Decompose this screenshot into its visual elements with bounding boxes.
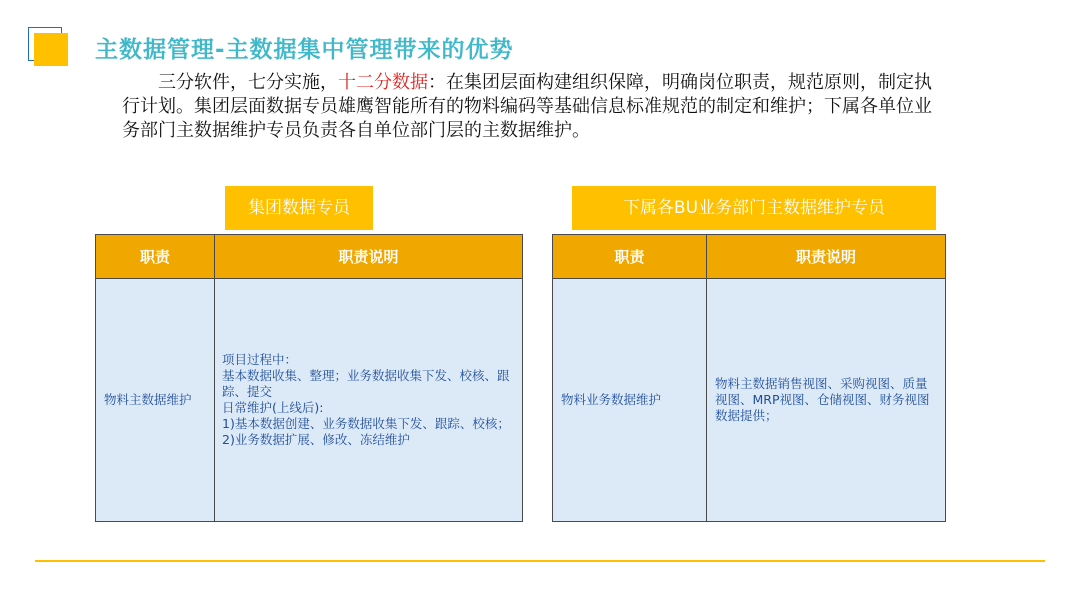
left-panel-label: 集团数据专员 xyxy=(225,186,373,230)
right-duty-table xyxy=(552,234,946,522)
table-row xyxy=(553,279,946,522)
page-title: 主数据管理-主数据集中管理带来的优势 xyxy=(95,37,514,63)
intro-highlight: 十二分数据 xyxy=(338,72,428,93)
description-cell: 项目过程中： 基本数据收集、整理；业务数据收集下发、校核、跟踪、提交 日常维护(上线后): 1)基本数据创建、业务数据收集下发、跟踪、校核； 2)业务数据扩展、修改、冻结维护 xyxy=(215,279,523,522)
duty-cell: 物料主数据维护 xyxy=(96,279,215,522)
header-description: 职责说明 xyxy=(215,235,523,279)
table-row xyxy=(96,279,523,522)
intro-text-rest: ：在集团层面构建组织保障，明确岗位职责，规范原则，制定执行计划。集团层面数据专员雄鹰智能所有的物料编码等基础信息标准规范的制定和维护；下属各单位业务部门主数据维护专员负责各自单位部门层的主数据维护。 xyxy=(122,72,932,141)
intro-text-start: 三分软件，七分实施， xyxy=(158,72,338,93)
header-duty: 职责 xyxy=(553,235,707,279)
right-panel-label: 下属各BU业务部门主数据维护专员 xyxy=(572,186,936,230)
bottom-divider xyxy=(35,560,1045,562)
left-duty-table xyxy=(95,234,523,522)
intro-paragraph xyxy=(122,71,944,143)
table-header-row xyxy=(553,235,946,279)
description-cell: 物料主数据销售视图、采购视图、质量视图、MRP视图、仓储视图、财务视图数据提供； xyxy=(707,279,946,522)
logo-accent-square xyxy=(34,33,68,66)
header-description: 职责说明 xyxy=(707,235,946,279)
header-duty: 职责 xyxy=(96,235,215,279)
duty-cell: 物料业务数据维护 xyxy=(553,279,707,522)
table-header-row xyxy=(96,235,523,279)
